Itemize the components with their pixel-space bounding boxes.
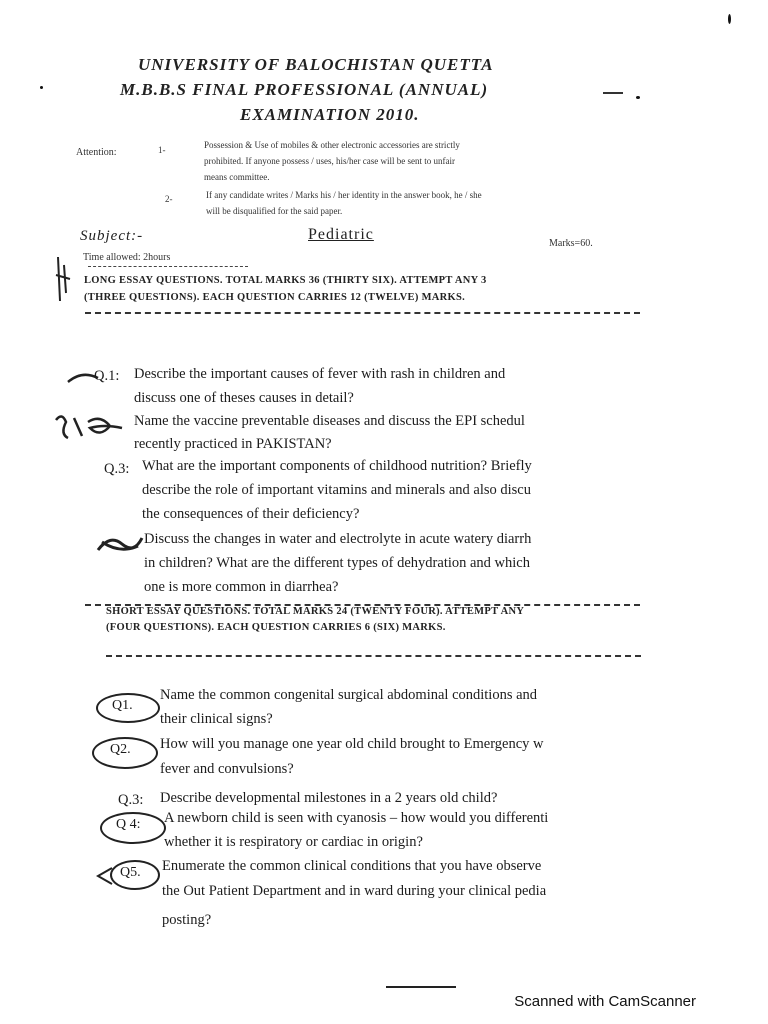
speck-1 — [728, 14, 731, 24]
time-allowed: Time allowed: 2hours — [83, 252, 171, 263]
attention-item-1-line2: prohibited. If anyone possess / uses, his/her case will be sent to unfair — [204, 156, 455, 166]
long-section-line2: (THREE QUESTIONS). EACH QUESTION CARRIES 12 (TWELVE) MARKS. — [84, 292, 466, 303]
exam-title: M.B.B.S FINAL PROFESSIONAL (ANNUAL) — [120, 80, 489, 99]
attention-item-2-num: 2- — [165, 194, 173, 204]
total-marks: Marks=60. — [549, 238, 593, 249]
short-q4-line1: A newborn child is seen with cyanosis – how would you differenti — [164, 810, 549, 826]
q2-scribble-icon — [52, 410, 128, 444]
short-q2-line2: fever and convulsions? — [160, 761, 294, 777]
subject-name: Pediatric — [308, 226, 374, 243]
bottom-dash — [386, 986, 456, 988]
long-q3-line2: describe the role of important vitamins and minerals and also discu — [142, 482, 531, 498]
short-q5-line1: Enumerate the common clinical conditions that you have observe — [162, 858, 542, 874]
short-q1-line2: their clinical signs? — [160, 711, 273, 727]
short-q2-number: Q2. — [110, 742, 131, 757]
long-q2-line1: Name the vaccine preventable diseases and discuss the EPI schedul — [134, 413, 525, 429]
long-section-line1: LONG ESSAY QUESTIONS. TOTAL MARKS 36 (THIRTY SIX). ATTEMPT ANY 3 — [84, 275, 487, 286]
long-q2-line2: recently practiced in PAKISTAN? — [134, 436, 332, 452]
long-q3-line3: the consequences of their deficiency? — [142, 506, 360, 522]
short-section-line2: (FOUR QUESTIONS). EACH QUESTION CARRIES 6 (SIX) MARKS. — [106, 622, 446, 633]
time-dash — [88, 266, 248, 267]
margin-scribble-icon — [52, 255, 74, 303]
short-q3-line1: Describe developmental milestones in a 2 years old child? — [160, 790, 498, 806]
university-title: UNIVERSITY OF BALOCHISTAN QUETTA — [138, 55, 494, 74]
short-q5-number: Q5. — [120, 865, 141, 880]
long-q4-line3: one is more common in diarrhea? — [144, 579, 339, 595]
short-q5-line3: posting? — [162, 912, 212, 928]
long-q4-line1: Discuss the changes in water and electrolyte in acute watery diarrh — [144, 531, 532, 547]
subject-label: Subject:- — [80, 228, 144, 244]
long-q3-line1: What are the important components of childhood nutrition? Briefly — [142, 458, 532, 474]
long-section-divider — [85, 312, 640, 314]
speck-2 — [636, 96, 640, 99]
short-section-divider — [106, 655, 641, 657]
exam-year: EXAMINATION 2010. — [240, 105, 420, 124]
speck-3 — [40, 86, 43, 89]
attention-item-1-num: 1- — [158, 145, 166, 155]
dash-mark — [603, 92, 623, 94]
long-q1-line2: discuss one of theses causes in detail? — [134, 390, 354, 406]
long-q1-line1: Describe the important causes of fever with rash in children and — [134, 366, 506, 382]
attention-item-1-line3: means committee. — [204, 172, 270, 182]
attention-item-1-line1: Possession & Use of mobiles & other electronic accessories are strictly — [204, 140, 460, 150]
short-q3-number: Q.3: — [118, 792, 144, 808]
scanner-watermark: Scanned with CamScanner — [514, 993, 696, 1010]
q4-scribble-icon — [96, 532, 144, 558]
long-q4-line2: in children? What are the different types of dehydration and which — [144, 555, 530, 571]
short-q1-number: Q1. — [112, 698, 133, 713]
long-q1-number: Q.1: — [94, 368, 120, 384]
attention-item-2-line1: If any candidate writes / Marks his / her identity in the answer book, he / she — [206, 190, 482, 200]
short-q5-line2: the Out Patient Department and in ward during your clinical pedia — [162, 883, 547, 899]
short-section-line1: SHORT ESSAY QUESTIONS. TOTAL MARKS 24 (TWENTY FOUR). ATTEMPT ANY — [106, 606, 525, 617]
short-q1-line1: Name the common congenital surgical abdominal conditions and — [160, 687, 538, 703]
long-q3-number: Q.3: — [104, 461, 130, 477]
short-q4-line2: whether it is respiratory or cardiac in origin? — [164, 834, 423, 850]
attention-label: Attention: — [76, 147, 117, 158]
short-q2-line1: How will you manage one year old child brought to Emergency w — [160, 736, 544, 752]
attention-item-2-line2: will be disqualified for the said paper. — [206, 206, 343, 216]
short-q4-number: Q 4: — [116, 817, 141, 832]
